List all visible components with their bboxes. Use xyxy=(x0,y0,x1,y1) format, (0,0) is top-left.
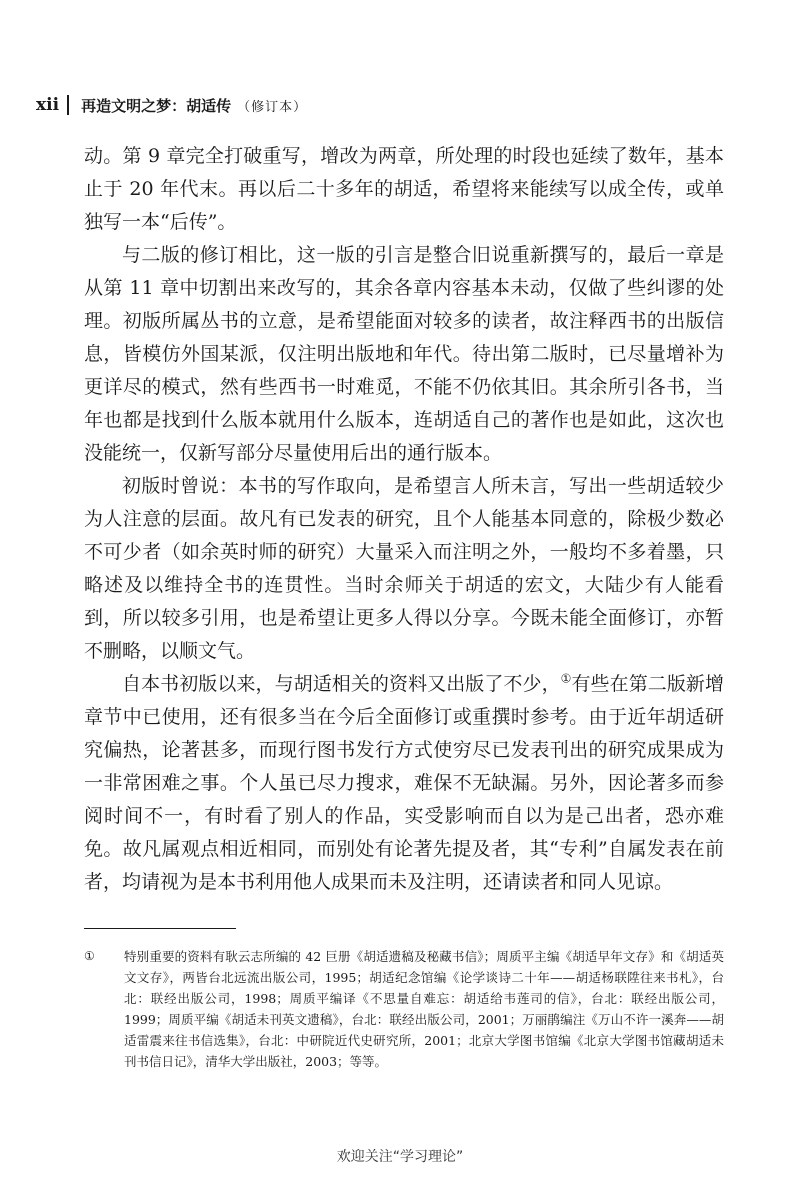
header-divider xyxy=(67,95,69,115)
paragraph-revision-notes: 与二版的修订相比，这一版的引言是整合旧说重新撰写的，最后一章是从第 11 章中切割出来改写的，其余各章内容基本未动，仅做了些纠谬的处理。初版所属丛书的立意，是希望能面对较多的读者，故注释西书的出版信息，皆模仿外国某派，仅注明出版地和年代。待出第二版时，已尽量增补为更详尽的模式，然有些西书一时难觅，不能不仍依其旧。其余所引各书，当年也都是找到什么版本就用什么版本，连胡适自己的著作也是如此，这次也没能统一，仅新写部分尽量使用后出的通行版本。 xyxy=(84,244,724,464)
footnote-mark: ① xyxy=(84,949,95,963)
book-title: 再造文明之梦：胡适传 xyxy=(81,96,232,115)
footnote xyxy=(84,946,724,1072)
paragraph-new-materials-end: 有些在第二版新增章节中已使用，还有很多当在今后全面修订或重撰时参考。由于近年胡适研究偏热，论著甚多，而现行图书发行方式使穷尽已发表刊出的研究成果成为一非常困难之事。个人虽已尽力搜求，难保不无缺漏。另外，因论著多而参阅时间不一，有时看了别人的作品，实受影响而自以为是己出者，恐亦难免。故凡属观点相近相同，而别处有论著先提及者，其“专利”自属发表在前者，均请视为是本书利用他人成果而未及注明，还请读者和同人见谅。 xyxy=(84,673,724,893)
watermark-text: 欢迎关注“学习理论” xyxy=(336,1149,464,1165)
running-head xyxy=(36,92,307,118)
footnote-divider xyxy=(84,928,236,929)
paragraph-new-materials-start: 自本书初版以来，与胡适相关的资料又出版了不少， xyxy=(122,673,561,695)
footnote-text: 特别重要的资料有耿云志所编的 42 巨册《胡适遗稿及秘藏书信》；周质平主编《胡适早年文存》和《胡适英文文存》，两皆台北远流出版公司，1995；胡适纪念馆编《论学谈诗二十年——胡适杨联陞往来书札》，台北：联经出版公司，1998；周质平编译《不思量自难忘：胡适给韦莲司的信》，台北：联经出版公司，1999；周质平编《胡适未刊英文遗稿》，台北：联经出版公司，2001；万丽鹃编注《万山不许一溪奔——胡适雷震来往书信选集》，台北：中研院近代史研究所，2001；北京大学图书馆编《北京大学图书馆藏胡适未刊书信日记》，清华大学出版社，2003；等等。 xyxy=(124,949,724,1069)
paragraph-writing-approach: 初版时曾说：本书的写作取向，是希望言人所未言，写出一些胡适较少为人注意的层面。故凡有已发表的研究，且个人能基本同意的，除极少数必不可少者（如余英时师的研究）大量采入而注明之外，一般均不多着墨，只略述及以维持全书的连贯性。当时余师关于胡适的宏文，大陆少有人能看到，所以较多引用，也是希望让更多人得以分享。今既未能全面修订，亦暂不删略，以顺文气。 xyxy=(84,475,724,662)
footnote-reference[interactable]: ① xyxy=(560,671,572,686)
book-edition: （修订本） xyxy=(237,99,308,115)
paragraph-continuation: 动。第 9 章完全打破重写，增改为两章，所处理的时段也延续了数年，基本止于 20 年代末。再以后二十多年的胡适，希望将来能续写以成全传，或单独写一本“后传”。 xyxy=(84,145,724,233)
page-number: xii xyxy=(36,95,60,115)
body-text xyxy=(84,140,724,899)
paragraph-new-materials xyxy=(84,668,724,899)
